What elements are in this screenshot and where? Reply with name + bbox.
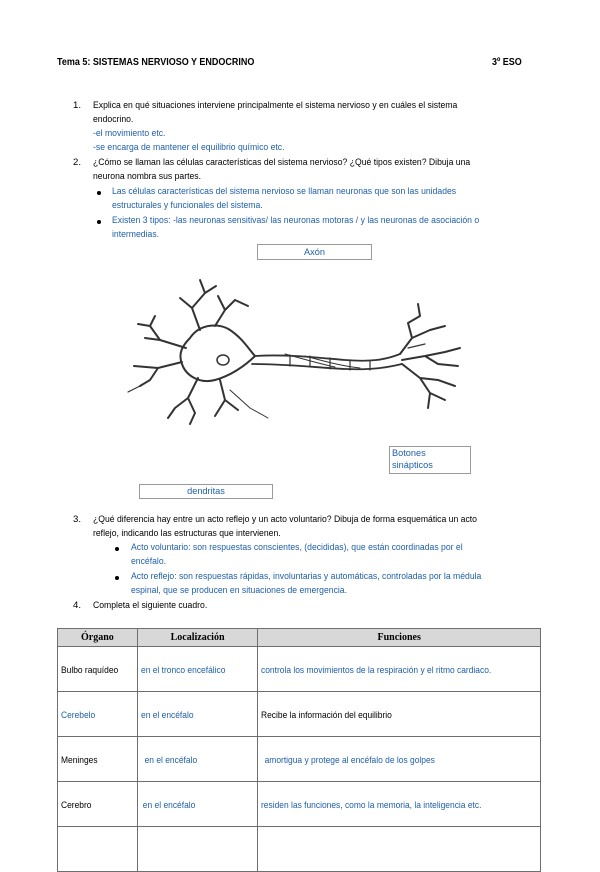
grade-label: 3º ESO: [492, 57, 522, 68]
organ-cell: Bulbo raquídeo: [58, 647, 138, 692]
organ-cell: [58, 827, 138, 872]
table-row: [58, 827, 541, 872]
q2-bullet1-line2: estructurales y funcionales del sistema.: [112, 200, 263, 211]
neuron-diagram: [120, 268, 480, 438]
label-axon: Axón: [257, 244, 372, 260]
location-cell: en el tronco encefálico: [137, 647, 258, 692]
function-cell: Recibe la información del equilibrio: [258, 692, 541, 737]
location-cell: en el encéfalo: [137, 692, 258, 737]
q3-bullet1-line2: encéfalo.: [131, 556, 167, 567]
location-cell: [137, 827, 258, 872]
function-cell: controla los movimientos de la respiración y el ritmo cardiaco.: [258, 647, 541, 692]
q3-text-line2: reflejo, indicando las estructuras que intervienen.: [93, 528, 281, 539]
q3-text-line1: ¿Qué diferencia hay entre un acto reflejo y un acto voluntario? Dibuja de forma esquemática un acto: [93, 514, 477, 525]
location-cell: en el encéfalo: [137, 782, 258, 827]
table-row: [58, 782, 541, 827]
location-cell: en el encéfalo: [137, 737, 258, 782]
q2-number: 2.: [72, 157, 81, 168]
q1-number: 1.: [72, 100, 81, 111]
q1-text-line2: endocrino.: [93, 114, 134, 125]
q2-bullet2-line2: intermedias.: [112, 229, 160, 240]
table-row: [58, 647, 541, 692]
label-dendrites: dendritas: [139, 484, 273, 499]
bullet-marker: [115, 576, 119, 580]
bullet-marker: [97, 220, 101, 224]
organ-cell: Cerebelo: [58, 692, 138, 737]
worksheet-title: Tema 5: SISTEMAS NERVIOSO Y ENDOCRINO: [57, 57, 255, 68]
q3-bullet2-line1: Acto reflejo: son respuestas rápidas, involuntarias y automáticas, controladas por la médula: [131, 571, 482, 582]
function-cell: amortigua y protege al encéfalo de los golpes: [258, 737, 541, 782]
axon-terminals: [400, 304, 460, 408]
axon: [252, 354, 402, 370]
bullet-marker: [115, 547, 119, 551]
label-synaptic-buttons: Botones sinápticos: [389, 446, 471, 474]
organ-cell: Meninges: [58, 737, 138, 782]
bullet-marker: [97, 191, 101, 195]
q3-bullet1-line1: Acto voluntario: son respuestas conscientes, (decididas), que están coordinadas por el: [131, 542, 463, 553]
neuron-soma: [180, 325, 255, 381]
organ-cell: Cerebro: [58, 782, 138, 827]
q4-number: 4.: [72, 600, 81, 611]
q2-bullet2-line1: Existen 3 tipos: -las neuronas sensitivas/ las neuronas motoras / y las neuronas de asociación o: [112, 215, 480, 226]
q2-text-line1: ¿Cómo se llaman las células características del sistema nervioso? ¿Qué tipos existen? Dibuja una: [93, 157, 471, 168]
q1-answer-2: -se encarga de mantener el equilibrio químico etc.: [93, 142, 285, 153]
q2-bullet1-line1: Las células características del sistema nervioso se llaman neuronas que son las unidades: [112, 186, 457, 197]
dendrites: [128, 280, 268, 424]
q4-text: Completa el siguiente cuadro.: [93, 600, 208, 611]
neuron-nucleus: [217, 355, 229, 365]
q1-text-line1: Explica en qué situaciones interviene principalmente el sistema nervioso y en cuáles el sistema: [93, 100, 458, 111]
header-organ: Órgano: [58, 629, 138, 647]
q1-answer-1: -el movimiento etc.: [93, 128, 166, 139]
function-cell: residen las funciones, como la memoria, la inteligencia etc.: [258, 782, 541, 827]
organs-table: [57, 628, 541, 872]
table-header-row: [58, 629, 541, 647]
table-row: [58, 692, 541, 737]
q3-number: 3.: [72, 514, 81, 525]
header-functions: Funciones: [258, 629, 541, 647]
function-cell: [258, 827, 541, 872]
q2-text-line2: neurona nombra sus partes.: [93, 171, 201, 182]
q3-bullet2-line2: espinal, que se producen en situaciones de emergencia.: [131, 585, 348, 596]
table-row: [58, 737, 541, 782]
header-location: Localización: [137, 629, 258, 647]
